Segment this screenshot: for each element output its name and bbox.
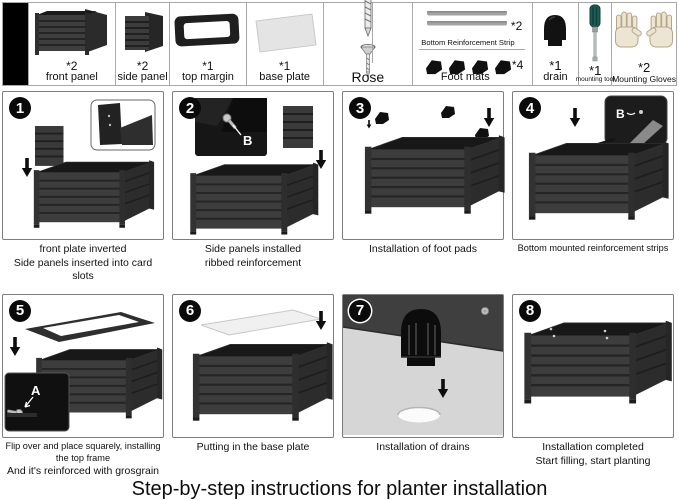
part-cell-mounting-tool [575,3,615,85]
planter-body [529,141,669,219]
step-number-badge: 1 [9,97,31,119]
part-label: Foot mats [440,71,490,83]
step-7 [342,294,504,479]
foot-pad [441,106,455,118]
drain-hole [398,407,440,422]
part-label: Rose [351,69,385,85]
callout-label-b: B [616,107,625,121]
parts-list-row [2,2,677,86]
part-label: side panel [117,71,168,84]
step-2 [172,91,334,284]
step-4 [512,91,674,284]
instruction-sheet [0,2,679,500]
step-6 [172,294,334,479]
part-qty: *1 [589,62,602,78]
down-arrow-icon [570,108,580,127]
step-number-badge: 4 [519,97,541,119]
step-number-badge: 2 [179,97,201,119]
left-black-bar [3,3,29,85]
drain-plug [401,309,441,366]
part-cell-strips-and-mats [413,3,533,85]
screw-head [482,307,489,314]
step-number-badge: 5 [9,300,31,322]
planter-body [34,160,154,228]
gloves-icon [612,3,676,61]
step-caption: Installation of foot pads [369,243,477,255]
part-label: Mounting Gloves [612,74,676,85]
foot-mats-subcell [418,50,526,84]
part-label: drain [543,71,568,84]
page-title: Step-by-step instructions for planter installation [131,478,548,500]
detail-inset [91,100,155,150]
step-caption: Side panels installed ribbed reinforcement [204,243,302,269]
part-label: base plate [259,71,311,84]
down-arrow-icon [10,337,20,356]
step-number-badge: 6 [179,300,201,322]
part-cell-top-margin [170,3,246,85]
top-margin-icon [170,3,245,60]
part-label: mounting tool [575,76,615,84]
base-plate-piece [201,310,321,335]
part-cell-base-plate [247,3,324,85]
detail-inset [195,98,267,156]
part-qty: *2 [637,60,651,76]
part-label: top margin [181,71,234,84]
planter-body [193,342,333,420]
detail-inset [5,373,69,431]
steps-row-2 [2,294,677,479]
step-caption: front plate inverted Side panels inserted into card slots [13,243,153,283]
callout-label-b: B [243,133,253,148]
drain-icon [533,3,579,59]
step-5 [2,294,164,479]
callout-label-a: A [31,382,41,398]
down-arrow-icon [22,158,32,177]
cell-divider [372,3,373,63]
front-panel-icon [29,3,115,60]
step-number-badge: 3 [349,97,371,119]
side-panel-piece [35,126,64,166]
part-qty: *2 [510,19,523,33]
part-qty: *4 [511,58,524,72]
side-panel-icon [116,3,169,60]
step-caption: Flip over and place squarely, installing the top frame And it's reinforced with grosgrain [5,440,161,477]
down-arrow-icon [484,108,494,127]
base-plate-icon [247,3,323,60]
side-panel-piece [283,106,313,148]
step-caption: Installation of drains [376,440,470,453]
part-cell-mounting-gloves [612,3,676,85]
step-8 [512,294,674,479]
step-1 [2,91,164,284]
part-qty: *1 [549,57,562,73]
step-caption: Bottom mounted reinforcement strips [517,243,669,253]
part-cell-rose-screws [324,3,413,85]
part-qty: *1 [202,58,214,73]
step-caption: Installation completed Start filling, start planting [535,440,651,467]
part-label: Bottom Reinforcement Strip [421,38,515,47]
screw-large-icon [356,0,380,40]
part-qty: *2 [66,58,78,73]
step-caption: Putting in the base plate [196,440,310,453]
part-cell-side-panel [116,3,170,85]
detail-inset [605,96,667,144]
foot-pad [375,112,389,124]
part-label: front panel [45,71,98,84]
part-qty: *2 [136,58,149,73]
step-number-badge: 7 [349,300,371,322]
down-arrow-icon [316,311,326,330]
small-arrow-icon [367,120,372,129]
reinforcement-strips-subcell [419,3,525,50]
planter-complete [524,321,671,404]
planter-body [365,135,505,213]
screwdriver-icon [579,3,611,64]
part-cell-drain [533,3,580,85]
top-frame-piece [25,312,155,342]
step-3 [342,91,504,284]
part-cell-front-panel [29,3,116,85]
part-qty: *1 [279,58,291,73]
step-number-badge: 8 [519,300,541,322]
planter-body [190,163,318,235]
steps-row-1 [2,91,677,284]
